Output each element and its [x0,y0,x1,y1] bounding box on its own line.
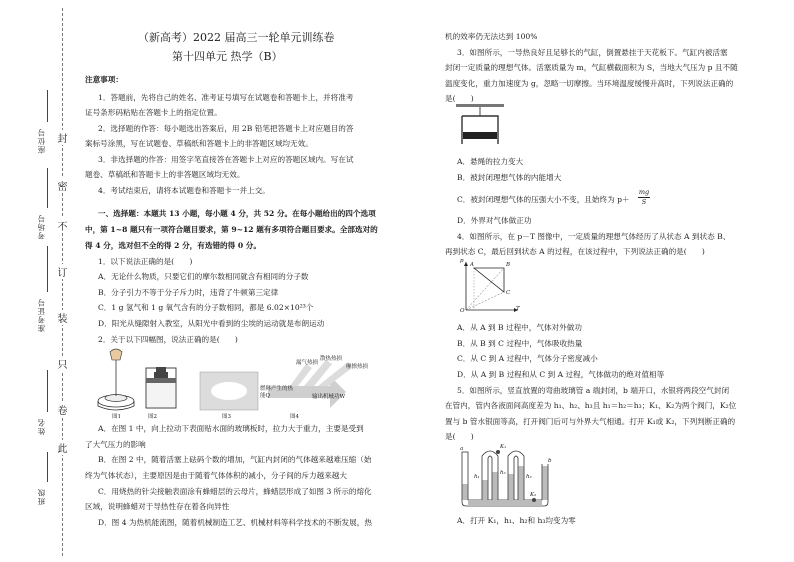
q5-label-b: b [548,458,552,464]
q5-tube-figure [458,444,554,508]
sidebar-char: 装 [57,310,68,325]
class-label: 班级 [37,488,46,505]
name-label: 姓名 [37,418,46,435]
sidebar-char: 只 [57,356,68,371]
q3-option-a: A．悬绳的拉力变大 [457,157,524,166]
q5-stem-cont: 在管内，管内各液面间高度差为 h₁、h₂、h₃且 h₁＝h₂＝h₃；K₁、K₂为两个阀门，K₂位 [445,401,737,410]
sidebar-char: 订 [57,264,68,279]
q4-axis-t: T [516,306,520,312]
fig4-friction-loss: 摩擦热损 [346,364,369,370]
q4-option-c: C．从 C 到 A 过程中，气体分子密度减小 [457,354,598,363]
fig3-mica [200,372,258,410]
fig4-caption: 图4 [290,414,299,420]
paper-subtitle: 第十四单元 热学（B） [172,50,283,63]
sidebar-char: 卷 [57,402,68,417]
notice-heading: 注意事项： [85,75,123,84]
q2-option-c-cont: 区域，说明蜂蜡对于导热性存在着各向异性 [85,502,230,511]
q5-stem-cont: 置与 b 管水银面等高，打开阀门后可与外界大气相通。打开 K₁或 K₂，下列判断正确的 [445,417,736,426]
notice-line: 证号条形码粘贴在答题卡上的指定位置。 [85,108,222,117]
q3-stem-cont: 封闭一定质量的理想气体。活塞质量为 m，气缸横截面积为 S，当地大气压为 p 且不随 [445,63,738,72]
fig2-caption: 图2 [148,414,157,420]
seat-number-label: 座位号 [37,128,46,154]
q3-stem-cont: 是( ) [445,94,474,103]
name-field[interactable] [47,370,48,412]
fig4-fuel-heat: 燃料产生的热能Q [260,386,294,399]
binding-line [62,8,63,556]
sidebar-char: 封 [57,130,68,145]
sidebar-char: 密 [57,178,68,193]
q2-option-c: C．用烧热的针尖接触表面涂有蜂蜡层的云母片，蜂蜡层形成了如图 3 所示的熔化 [98,487,372,496]
q4-stem-cont: 再到状态 C，最后回到状态 A 的过程，在该过程中，下列说法正确的是( ) [445,247,705,256]
fig2-cylinder [146,367,176,408]
fig3-caption: 图3 [222,414,231,420]
q3-cylinder-figure [456,104,504,148]
q2-option-a: A．在图 1 中，向上拉动下表面贴水面的玻璃板时，拉力大于重力，主要是受到 [98,424,364,433]
q3-stem: 3．如图所示，一导热良好且足够长的气缸，倒置悬挂于天花板下。气缸内被活塞 [457,48,728,57]
q5-stem: 5．如图所示，竖直放置的弯曲玻璃管 a 端封闭，b 端开口，水银将两段空气封闭 [457,386,730,395]
notice-line: 4．考试结束后，请将本试题卷和答题卡一并上交。 [98,186,270,195]
q1-option-a: A．无论什么物质，只要它们的摩尔数相同就含有相同的分子数 [98,272,309,281]
notice-line: 1．答题前，先将自己的姓名、准考证号填写在试题卷和答题卡上，并将准考 [98,93,354,102]
q3-option-d: D．外界对气体做正功 [457,216,532,225]
q3-frac-numerator: mg [638,188,650,196]
q5-label-k1: K₁ [500,444,507,450]
q5-label-a: a [460,446,464,452]
q5-stem-cont: 是( ) [445,432,474,441]
notice-line: 3．非选择题的作答：用签字笔直接答在答题卡上对应的答题区域内。写在试 [98,155,354,164]
notice-line: 题卷、草稿纸和答题卡上的非答题区域均无效。 [85,170,245,179]
q2-stem: 2．关于以下四幅图，说法正确的是( ) [98,335,238,344]
fig4-heat-loss: 散热热损 [320,356,343,362]
seat-number-field[interactable] [47,90,48,122]
q4-point-c: C [506,290,511,296]
fig4-output-work: 输出机械功W [312,394,346,400]
ticket-number-label: 准考证号 [37,298,46,332]
q1-option-c: C．1 g 氢气和 1 g 氧气含有的分子数相同，都是 6.02×10²³个 [98,303,314,312]
q4-option-b: B．从 B 到 C 过程中，气体吸收热量 [457,339,583,348]
section-heading: 一、选择题：本题共 13 小题，每小题 4 分，共 52 分。在每小题给出的四个选项 [98,209,376,218]
q3-frac-denominator: S [641,198,647,206]
paper-title: （新高考）2022 届高三一轮单元训练卷 [138,31,335,44]
sidebar-char: 此 [57,440,68,455]
q3-option-b: B．被封闭理想气体的内能增大 [457,173,562,182]
class-field[interactable] [47,452,48,482]
fig1-caption: 图1 [112,414,121,420]
section-line: 得 4 分，选对但不全的得 2 分，有选错的得 0 分。 [85,241,261,250]
ticket-number-field[interactable] [47,246,48,292]
q4-option-d: D．从 A 到 B 过程和从 C 到 A 过程，气体做功的绝对值相等 [457,370,665,379]
section-line: 中，第 1~8 题只有一项符合题目要求，第 9~12 题有多项符合题目要求。全部选对的 [85,225,378,234]
q3-stem-cont: 温度变化，重力加速度为 g，忽略一切摩擦。当环境温度缓慢升高时，下列说法正确的 [445,79,734,88]
q2-option-d: D．图 4 为热机能流图，随着机械制造工艺、机械材料等科学技术的不断发展，热 [98,518,372,527]
q2-option-b: B．在图 2 中，随着活塞上砝码个数的增加，气缸内封闭的气体越来越难压缩（始 [98,455,372,464]
q1-option-b: B．分子引力不等于分子斥力时，违背了牛顿第三定律 [98,288,279,297]
q4-axis-p: p [460,258,464,264]
exam-room-label: 考场号 [37,214,46,240]
q1-option-d: D．阳光从缝隙射入教室，从阳光中看到的尘埃的运动就是布朗运动 [98,319,325,328]
q4-stem: 4．如图所示，在 p－T 图像中，一定质量的理想气体经历了从状态 A 到状态 B、 [457,232,731,241]
q5-label-k2: K₂ [530,492,537,498]
fig4-leak-loss: 漏气热损 [296,360,319,366]
sidebar-char: 不 [57,218,68,233]
notice-line: 2．选择题的作答：每小题选出答案后，用 2B 铅笔把答题卡上对应题目的答 [98,124,354,133]
q2-option-b-cont: 终为气体状态），主要原因是由于随着气体体积的减小，分子间的斥力越来越大 [85,471,347,480]
q2-figures [94,346,400,418]
fig4-energy-flow [268,360,352,408]
q2-option-a-cont: 了大气压力的影响 [85,440,146,449]
q4-origin: O [460,308,465,314]
q2-option-d-cont: 机的效率仍无法达到 100% [445,32,538,41]
q4-point-a: A [470,262,474,268]
exam-room-field[interactable] [47,168,48,208]
q4-point-b: B [506,262,511,268]
q4-option-a: A．从 A 到 B 过程中，气体对外做功 [457,323,582,332]
q5-label-h1: h₁ [474,474,480,480]
q4-pt-graph [458,258,522,318]
q5-option-a: A．打开 K₁，h₁、h₂和 h₃均变为零 [457,516,576,525]
notice-line: 案标号涂黑，写在试题卷、草稿纸和答题卡上的非答题区域均无效。 [85,139,313,148]
q5-label-h2: h₂ [500,470,506,476]
q5-label-h3: h₃ [526,474,532,480]
q3-option-c: C．被封闭理想气体的压强大小不变，且始终为 p＋ [457,195,630,204]
fig1-plate-water [98,349,134,410]
q1-stem: 1．以下说法正确的是( ) [98,257,193,266]
